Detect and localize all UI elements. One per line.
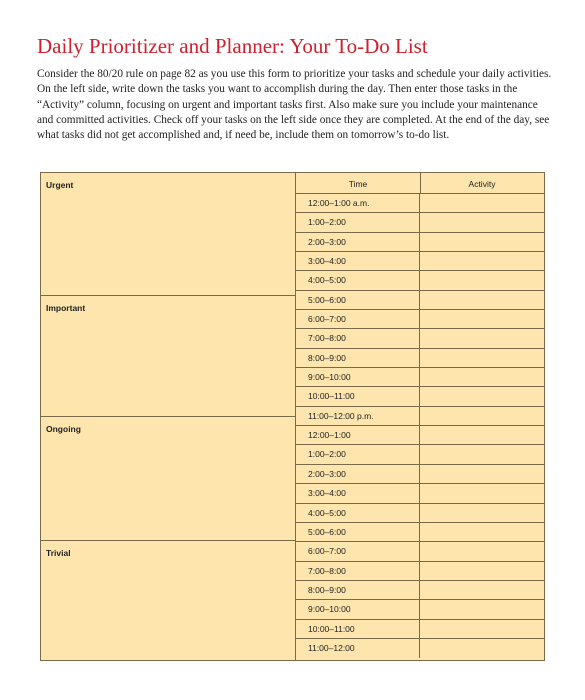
activity-cell[interactable]: [420, 581, 544, 599]
schedule-header: [296, 173, 544, 194]
section-label: Trivial: [46, 548, 71, 558]
activity-cell[interactable]: [420, 445, 544, 463]
schedule-row: [296, 329, 544, 348]
schedule-row: [296, 407, 544, 426]
schedule-column: [296, 173, 544, 660]
time-cell: 10:00–11:00: [296, 620, 420, 638]
time-cell: 3:00–4:00: [296, 252, 420, 270]
schedule-row: [296, 542, 544, 561]
schedule-row: [296, 465, 544, 484]
schedule-row: [296, 523, 544, 542]
activity-cell[interactable]: [420, 484, 544, 502]
section-label: Ongoing: [46, 424, 81, 434]
section-label: Urgent: [46, 180, 74, 190]
time-cell: 10:00–11:00: [296, 387, 420, 405]
activity-cell[interactable]: [420, 291, 544, 309]
activity-cell[interactable]: [420, 252, 544, 270]
time-cell: 11:00–12:00 p.m.: [296, 407, 420, 425]
schedule-row: [296, 639, 544, 658]
section-label: Important: [46, 303, 86, 313]
schedule-row: [296, 252, 544, 271]
time-cell: 8:00–9:00: [296, 581, 420, 599]
instructions-text: Consider the 80/20 rule on page 82 as you use this form to prioritize your tasks and schedule your daily activities. On the left side, write down the tasks you want to accomplish during the day. Then enter those tasks in the “Activity” column, focusing on urgent and important tasks first. Also make sure you include your maintenance and committed activities. Check off your tasks on the left side once they are completed. At the end of the day, see what tasks did not get accomplished and, if need be, include them on tomorrow’s to-do list.: [37, 68, 552, 142]
priority-column: [41, 173, 296, 660]
time-cell: 2:00–3:00: [296, 233, 420, 251]
time-cell: 4:00–5:00: [296, 504, 420, 522]
time-cell: 8:00–9:00: [296, 349, 420, 367]
section-urgent[interactable]: [41, 173, 295, 296]
activity-cell[interactable]: [420, 310, 544, 328]
time-cell: 6:00–7:00: [296, 542, 420, 560]
activity-cell[interactable]: [420, 349, 544, 367]
activity-cell[interactable]: [420, 562, 544, 580]
time-header: Time: [296, 173, 421, 193]
activity-cell[interactable]: [420, 504, 544, 522]
schedule-row: [296, 213, 544, 232]
activity-cell[interactable]: [420, 639, 544, 658]
time-cell: 2:00–3:00: [296, 465, 420, 483]
time-cell: 3:00–4:00: [296, 484, 420, 502]
schedule-row: [296, 349, 544, 368]
time-cell: 1:00–2:00: [296, 213, 420, 231]
section-important[interactable]: [41, 296, 295, 417]
activity-cell[interactable]: [420, 523, 544, 541]
time-cell: 12:00–1:00: [296, 426, 420, 444]
activity-cell[interactable]: [420, 213, 544, 231]
time-cell: 1:00–2:00: [296, 445, 420, 463]
time-cell: 4:00–5:00: [296, 271, 420, 289]
schedule-row: [296, 620, 544, 639]
activity-cell[interactable]: [420, 194, 544, 212]
schedule-row: [296, 271, 544, 290]
activity-cell[interactable]: [420, 407, 544, 425]
time-cell: 9:00–10:00: [296, 600, 420, 618]
activity-cell[interactable]: [420, 329, 544, 347]
planner-form: [40, 172, 545, 661]
activity-header: Activity: [468, 179, 496, 189]
schedule-row: [296, 194, 544, 213]
time-cell: 9:00–10:00: [296, 368, 420, 386]
activity-cell[interactable]: [420, 387, 544, 405]
schedule-row: [296, 233, 544, 252]
schedule-row: [296, 387, 544, 406]
activity-cell[interactable]: [420, 600, 544, 618]
activity-cell[interactable]: [420, 368, 544, 386]
time-cell: 12:00–1:00 a.m.: [296, 194, 420, 212]
activity-cell[interactable]: [420, 542, 544, 560]
schedule-row: [296, 600, 544, 619]
section-trivial[interactable]: [41, 541, 295, 660]
schedule-row: [296, 426, 544, 445]
section-ongoing[interactable]: [41, 417, 295, 541]
activity-cell[interactable]: [420, 426, 544, 444]
schedule-row: [296, 310, 544, 329]
activity-cell[interactable]: [420, 620, 544, 638]
schedule-row: [296, 562, 544, 581]
activity-cell[interactable]: [420, 233, 544, 251]
time-cell: 5:00–6:00: [296, 523, 420, 541]
time-cell: 11:00–12:00: [296, 639, 420, 658]
schedule-rows: [296, 194, 544, 658]
activity-cell[interactable]: [420, 465, 544, 483]
page-title: Daily Prioritizer and Planner: Your To-Do List: [37, 34, 428, 58]
schedule-row: [296, 504, 544, 523]
schedule-row: [296, 368, 544, 387]
time-cell: 7:00–8:00: [296, 562, 420, 580]
time-cell: 7:00–8:00: [296, 329, 420, 347]
activity-cell[interactable]: [420, 271, 544, 289]
time-cell: 6:00–7:00: [296, 310, 420, 328]
schedule-row: [296, 484, 544, 503]
schedule-row: [296, 581, 544, 600]
schedule-row: [296, 445, 544, 464]
schedule-row: [296, 291, 544, 310]
time-cell: 5:00–6:00: [296, 291, 420, 309]
